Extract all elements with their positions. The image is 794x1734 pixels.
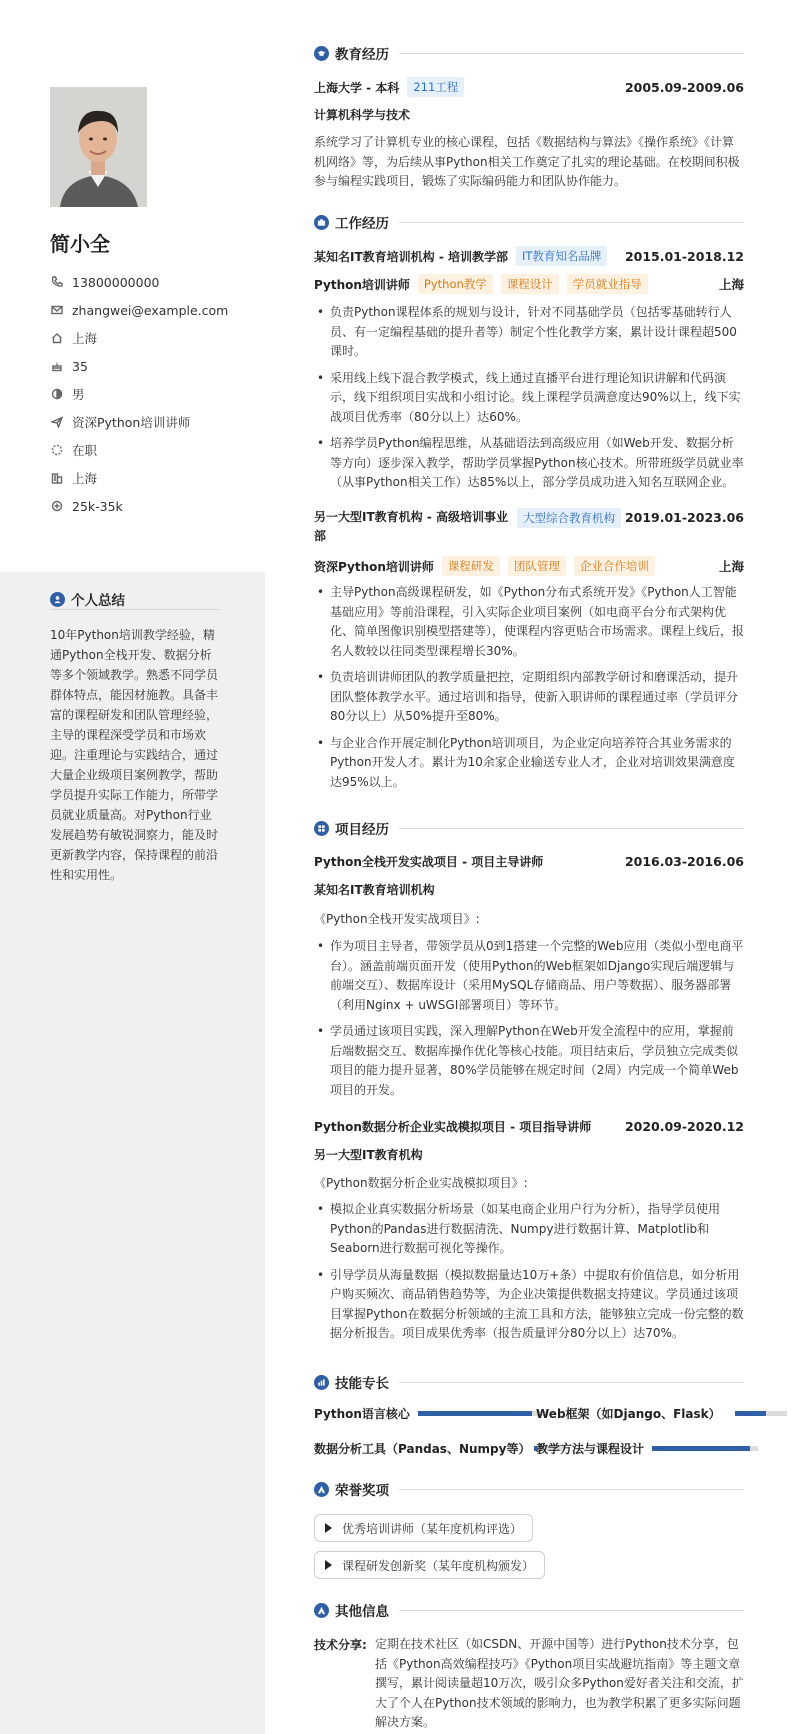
age-text: 35	[72, 358, 88, 374]
info-row-phone	[50, 268, 250, 296]
school-tag: 211工程	[407, 77, 464, 97]
major-name: 计算机科学与技术	[314, 108, 411, 122]
status-text: 在职	[72, 443, 98, 458]
skill-2-bar	[735, 1411, 787, 1416]
candidate-name: 简小全	[50, 232, 110, 256]
education-date: 2005.09-2009.06	[624, 79, 744, 95]
skill-4	[536, 1440, 758, 1457]
other-divider	[399, 1610, 744, 1611]
project-1-date: 2016.03-2016.06	[624, 854, 744, 869]
job-1-role-row	[314, 274, 744, 294]
work-divider	[399, 222, 744, 223]
info-icon	[314, 1603, 329, 1618]
skill-2-fill	[735, 1411, 766, 1416]
summary-divider	[50, 609, 220, 610]
education-description: 系统学习了计算机专业的核心课程，包括《数据结构与算法》《操作系统》《计算机网络》等，为后续从事Python相关工作奠定了扎实的理论基础。在校期间积极参与编程实践项目，锻炼了实际编码能力和团队协作能力。	[314, 135, 740, 188]
job-1-company-tag: IT教育知名品牌	[516, 246, 607, 266]
contact-info-list	[50, 268, 250, 520]
education-school-row	[314, 77, 744, 97]
award-2-text: 课程研发创新奖（某年度机构颁发）	[342, 1558, 535, 1573]
list-item: • 负责培训讲师团队的教学质量把控，定期组织内部教学研讨和磨课活动，提升团队整体教学水平。通过培训和指导，使新入职讲师的课程通过率（学员评分80分以上）从50%提升至80%。	[314, 668, 744, 727]
list-item: • 主导Python高级课程研发，如《Python分布式系统开发》《Python人工智能基础应用》等前沿课程，引入实际企业项目案例（如电商平台分布式架构优化、简单图像识别模型搭建等），使课程内容更贴合市场需求。课程上线后，报名人数较以往同类型课程增长30%。	[314, 583, 744, 661]
job-2-city: 上海	[718, 559, 744, 574]
award-icon	[314, 1482, 329, 1497]
job-2-bullets	[314, 583, 744, 799]
job-2-tag-2: 团队管理	[508, 556, 566, 576]
skill-1-name: Python语言核心	[314, 1407, 410, 1421]
graduation-cap-icon	[314, 46, 329, 61]
building-icon	[50, 471, 64, 485]
project-2-bullets	[314, 1200, 744, 1351]
summary-heading	[50, 589, 125, 609]
skills-section-header	[314, 1372, 744, 1392]
school-name: 上海大学 - 本科	[314, 80, 400, 95]
awards-section-header	[314, 1479, 744, 1499]
education-section-header	[314, 43, 744, 63]
job-2-role-row	[314, 556, 744, 576]
mail-icon	[50, 303, 64, 317]
project-2-org: 另一大型IT教育机构	[314, 1148, 423, 1162]
skill-3	[314, 1440, 564, 1457]
other-label: 技术分享:	[314, 1638, 367, 1652]
gender-text: 男	[72, 387, 85, 402]
status-icon	[50, 443, 64, 457]
cake-icon	[50, 359, 64, 373]
other-section-header	[314, 1600, 744, 1620]
info-row-position	[50, 408, 250, 436]
skill-1-bar	[418, 1411, 548, 1416]
other-text: 定期在技术社区（如CSDN、开源中国等）进行Python技术分享，包括《Python高效编程技巧》《Python项目实战避坑指南》等主题文章撰写，累计阅读量超10万次，吸引众多Python爱好者关注和交流，扩大了个人在Python技术领域的影响力，也为教学积累了更多实际问题解决方案。	[375, 1637, 744, 1729]
project-2-name: Python数据分析企业实战模拟项目 - 项目指导讲师	[314, 1120, 592, 1134]
skill-2	[536, 1405, 787, 1422]
summary-text: 10年Python培训教学经验，精通Python全栈开发、数据分析等多个领域教学。熟悉不同学员群体特点，能因材施教。具备丰富的课程研发和团队管理经验，主导的课程深受学员和市场欢迎。注重理论与实践结合，通过大量企业级项目案例教学，帮助学员提升实际工作能力，所带学员就业质量高。对Python行业发展趋势有敏锐洞察力，能及时更新教学内容，保持课程的前沿性和实用性。	[50, 628, 219, 882]
list-item: • 学员通过该项目实践，深入理解Python在Web开发全流程中的应用，掌握前后端数据交互、数据库操作优化等核心技能。项目结束后，学员独立完成类似项目的能力提升显著，80%学员能够在规定时间（2周）内完成一个简单Web项目的开发。	[314, 1022, 744, 1100]
projects-title: 项目经历	[335, 822, 389, 838]
job-2-company-tag: 大型综合教育机构	[517, 508, 621, 528]
skill-1	[314, 1405, 548, 1422]
list-item: • 引导学员从海量数据（模拟数据量达10万+条）中提取有价值信息，如分析用户购买频次、商品销售趋势等，为企业决策提供数据支持建议。学员通过该项目掌握Python在数据分析领域的主流工具和方法，能够独立完成一份完整的数据分析报告。项目成果优秀率（报告质量评分80分以上）达70%。	[314, 1266, 744, 1344]
projects-divider	[399, 828, 744, 829]
location-text: 上海	[72, 331, 98, 346]
phone-icon	[50, 275, 64, 289]
project-1-name: Python全栈开发实战项目 - 项目主导讲师	[314, 855, 544, 869]
education-title: 教育经历	[335, 47, 389, 63]
projects-section-header	[314, 818, 744, 838]
list-item: • 培养学员Python编程思维，从基础语法到高级应用（如Web开发、数据分析等方向）逐步深入教学，帮助学员掌握Python核心技术。所带班级学员就业率（从事Python相关工作）达85%以上，部分学员成功进入知名互联网企业。	[314, 434, 744, 493]
list-item: • 采用线上线下混合教学模式，线上通过直播平台进行理论知识讲解和代码演示，线下组织项目实战和小组讨论。线上课程学员满意度达90%以上，线下实战项目优秀率（80分以上）达60%。	[314, 369, 744, 428]
info-row-status	[50, 436, 250, 464]
salary-text: 25k-35k	[72, 498, 123, 514]
skill-4-name: 教学方法与课程设计	[536, 1442, 645, 1456]
job-2-tag-3: 企业合作培训	[574, 556, 655, 576]
job-2-company-row	[314, 508, 744, 546]
user-icon	[50, 592, 65, 607]
awards-title: 荣誉奖项	[335, 1483, 389, 1499]
project-2-date: 2020.09-2020.12	[624, 1119, 744, 1134]
project-2-row	[314, 1118, 744, 1135]
job-1-city: 上海	[718, 277, 744, 292]
job-1-bullets	[314, 303, 744, 500]
play-icon	[325, 1523, 332, 1533]
email-text: zhangwei@example.com	[72, 302, 229, 318]
summary-title: 个人总结	[71, 593, 125, 609]
job-1-tag-1: Python教学	[418, 274, 493, 294]
info-row-city	[50, 464, 250, 492]
awards-divider	[399, 1489, 744, 1490]
project-1-row	[314, 853, 744, 870]
send-icon	[50, 415, 64, 429]
gender-icon	[50, 387, 64, 401]
list-item: • 模拟企业真实数据分析场景（如某电商企业用户行为分析），指导学员使用Python的Pandas进行数据清洗、Numpy进行数据计算、Matplotlib和Seaborn进行数据可视化等操作。	[314, 1200, 744, 1259]
avatar	[50, 87, 147, 207]
info-row-salary	[50, 492, 250, 520]
project-1-intro: 《Python全栈开发实战项目》:	[314, 912, 480, 926]
job-1-tag-2: 课程设计	[501, 274, 559, 294]
award-1-text: 优秀培训讲师（某年度机构评选）	[342, 1521, 523, 1536]
skill-4-bar	[652, 1446, 758, 1451]
chart-icon	[314, 1375, 329, 1390]
project-1-bullets	[314, 937, 744, 1107]
project-1-org: 某知名IT教育培训机构	[314, 883, 435, 897]
info-row-gender	[50, 380, 250, 408]
play-icon	[325, 1560, 332, 1570]
skills-divider	[399, 1382, 744, 1383]
award-item-2	[314, 1551, 545, 1579]
award-item-1	[314, 1514, 533, 1542]
job-1-company: 某知名IT教育培训机构 - 培训教学部	[314, 249, 508, 264]
position-text: 资深Python培训讲师	[72, 415, 191, 430]
salary-icon	[50, 499, 64, 513]
other-title: 其他信息	[335, 1604, 389, 1620]
job-1-date: 2015.01-2018.12	[624, 248, 744, 264]
work-title: 工作经历	[335, 216, 389, 232]
skill-1-fill	[418, 1411, 532, 1416]
briefcase-icon	[314, 215, 329, 230]
list-item: • 与企业合作开展定制化Python培训项目，为企业定向培养符合其业务需求的Python开发人才。累计为10余家企业输送专业人才，企业对培训效果满意度达95%以上。	[314, 734, 744, 793]
city-text: 上海	[72, 471, 98, 486]
home-icon	[50, 331, 64, 345]
list-item: • 作为项目主导者，带领学员从0到1搭建一个完整的Web应用（类似小型电商平台）。涵盖前端页面开发（使用Python的Web框架如Django实现后端逻辑与前端交互）、数据库设计（采用MySQL存储商品、用户等数据）、服务器部署（利用Nginx + uWSGI部署项目）等环节。	[314, 937, 744, 1015]
education-divider	[399, 53, 744, 54]
skills-title: 技能专长	[335, 1376, 389, 1392]
job-2-role: 资深Python培训讲师	[314, 559, 434, 574]
info-row-email	[50, 296, 250, 324]
skill-3-name: 数据分析工具（Pandas、Numpy等）	[314, 1442, 531, 1456]
list-item: • 负责Python课程体系的规划与设计，针对不同基础学员（包括零基础转行人员、有一定编程基础的提升者等）制定个性化教学方案，累计设计课程超500课时。	[314, 303, 744, 362]
phone-text: 13800000000	[72, 274, 160, 290]
grid-icon	[314, 821, 329, 836]
job-2-date: 2019.01-2023.06	[624, 510, 744, 525]
info-row-location	[50, 324, 250, 352]
info-row-age	[50, 352, 250, 380]
job-2-company: 另一大型IT教育机构 - 高级培训事业部	[314, 510, 508, 543]
work-section-header	[314, 212, 744, 232]
skill-2-name: Web框架（如Django、Flask）	[536, 1407, 721, 1421]
project-2-intro: 《Python数据分析企业实战模拟项目》:	[314, 1176, 528, 1190]
job-2-tag-1: 课程研发	[442, 556, 500, 576]
job-1-tag-3: 学员就业指导	[567, 274, 648, 294]
skill-4-fill	[652, 1446, 750, 1451]
job-1-role: Python培训讲师	[314, 277, 410, 292]
job-1-company-row	[314, 246, 744, 266]
